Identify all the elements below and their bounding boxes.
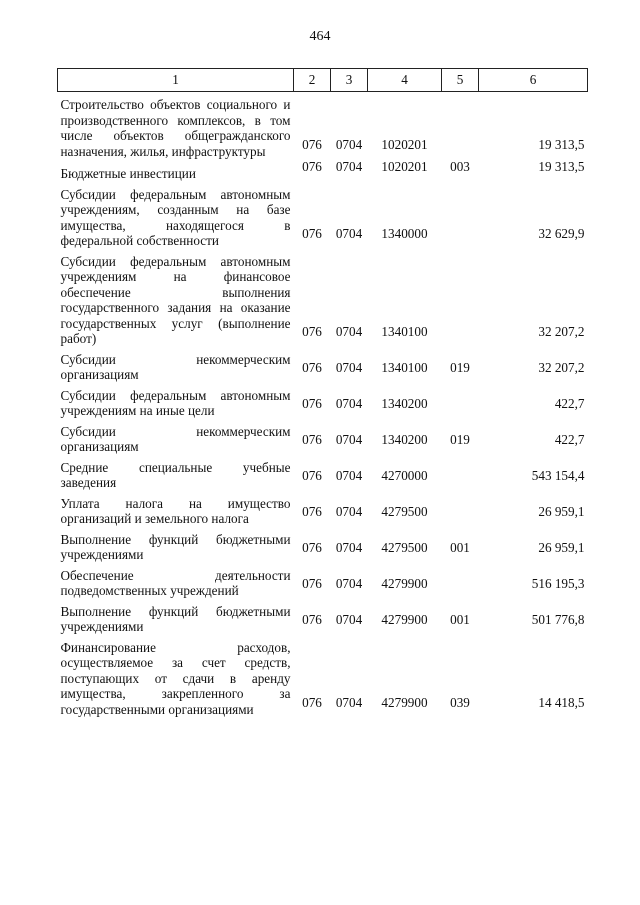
row-target-code: 4279900 <box>381 694 428 710</box>
row-expense-code <box>442 92 479 160</box>
row-amount: 516 195,3 <box>531 576 585 591</box>
table-row <box>58 635 588 718</box>
row-target-code: 4279500 <box>381 540 428 555</box>
row-amount: 501 776,8 <box>531 612 585 627</box>
header-col-4: 4 <box>368 69 442 92</box>
row-section-code: 0704 <box>335 226 363 241</box>
row-target-code: 1340000 <box>381 226 428 241</box>
table-row <box>58 92 588 160</box>
row-section-code: 0704 <box>335 504 363 519</box>
table-row <box>58 182 588 249</box>
header-col-2: 2 <box>294 69 331 92</box>
row-expense-code <box>442 491 479 527</box>
row-chapter-code: 076 <box>302 136 322 152</box>
row-name: Уплата налога на имущество организаций и земельного налога <box>60 495 291 526</box>
row-amount: 19 313,5 <box>538 159 585 174</box>
row-section-code: 0704 <box>335 324 363 339</box>
row-amount: 26 959,1 <box>538 504 585 519</box>
row-name: Выполнение функций бюджетными учреждениями <box>60 531 291 562</box>
row-target-code: 1340100 <box>381 324 428 339</box>
row-name: Субсидии федеральным автономным учреждениям, созданным на базе имущества, находящегося в федеральной собственности <box>60 186 291 248</box>
row-expense-code: 019 <box>450 360 470 375</box>
table-row <box>58 491 588 527</box>
table-row <box>58 527 588 563</box>
row-name: Бюджетные инвестиции <box>60 166 196 181</box>
header-col-3: 3 <box>331 69 368 92</box>
table-row <box>58 383 588 419</box>
row-name: Выполнение функций бюджетными учреждениями <box>60 603 291 634</box>
table-row <box>58 159 588 182</box>
row-name: Субсидии некоммерческим организациям <box>60 351 291 382</box>
row-target-code: 1020201 <box>381 159 428 174</box>
row-chapter-code: 076 <box>302 504 322 519</box>
budget-table <box>57 68 588 717</box>
row-section-code: 0704 <box>335 136 363 152</box>
row-expense-code: 001 <box>450 540 470 555</box>
row-chapter-code: 076 <box>302 396 322 411</box>
row-section-code: 0704 <box>335 159 363 174</box>
row-chapter-code: 076 <box>302 540 322 555</box>
row-section-code: 0704 <box>335 360 363 375</box>
row-expense-code <box>442 455 479 491</box>
row-name: Финансирование расходов, осуществляемое за счет средств, поступающих от сдачи в аренду имущества, закрепленного за государственными организациями <box>60 639 291 717</box>
row-target-code: 4279900 <box>381 576 428 591</box>
row-section-code: 0704 <box>335 468 363 483</box>
row-expense-code <box>442 383 479 419</box>
row-target-code: 1340200 <box>381 432 428 447</box>
row-section-code: 0704 <box>335 396 363 411</box>
page-number: 464 <box>309 29 331 44</box>
row-expense-code: 003 <box>450 159 470 174</box>
row-target-code: 1020201 <box>381 136 428 152</box>
row-target-code: 1340100 <box>381 360 428 375</box>
table-row <box>58 563 588 599</box>
table-row <box>58 419 588 455</box>
row-name: Строительство объектов социального и производственного комплексов, в том числе объектов общегражданского назначения, жилья, инфраструктуры <box>60 97 291 159</box>
row-chapter-code: 076 <box>302 468 322 483</box>
row-chapter-code: 076 <box>302 360 322 375</box>
header-col-1: 1 <box>58 69 294 92</box>
row-section-code: 0704 <box>335 612 363 627</box>
row-expense-code: 001 <box>450 612 470 627</box>
row-chapter-code: 076 <box>302 226 322 241</box>
row-chapter-code: 076 <box>302 612 322 627</box>
row-amount: 26 959,1 <box>538 540 585 555</box>
header-col-6: 6 <box>479 69 588 92</box>
row-chapter-code: 076 <box>302 576 322 591</box>
row-chapter-code: 076 <box>302 694 322 710</box>
row-expense-code: 039 <box>450 694 470 710</box>
row-section-code: 0704 <box>335 576 363 591</box>
row-name: Субсидии федеральным автономным учреждениям на иные цели <box>60 387 291 418</box>
row-amount: 14 418,5 <box>538 694 585 710</box>
row-amount: 32 207,2 <box>538 324 585 339</box>
table-row <box>58 455 588 491</box>
row-amount: 32 629,9 <box>538 226 585 241</box>
row-section-code: 0704 <box>335 432 363 447</box>
row-amount: 32 207,2 <box>538 360 585 375</box>
table-header-row <box>58 69 588 92</box>
row-amount: 543 154,4 <box>531 468 585 483</box>
row-name: Обеспечение деятельности подведомственных учреждений <box>60 567 291 598</box>
row-expense-code <box>442 182 479 249</box>
row-section-code: 0704 <box>335 540 363 555</box>
row-expense-code <box>442 249 479 347</box>
row-expense-code <box>442 563 479 599</box>
row-amount: 19 313,5 <box>538 136 585 152</box>
row-name: Средние специальные учебные заведения <box>60 459 291 490</box>
table-row <box>58 599 588 635</box>
row-section-code: 0704 <box>335 694 363 710</box>
table-row <box>58 347 588 383</box>
row-target-code: 4270000 <box>381 468 428 483</box>
row-chapter-code: 076 <box>302 159 322 174</box>
row-target-code: 4279900 <box>381 612 428 627</box>
row-target-code: 4279500 <box>381 504 428 519</box>
row-amount: 422,7 <box>554 432 585 447</box>
row-name: Субсидии федеральным автономным учреждениям на финансовое обеспечение выполнения государственного задания на оказание государственных услуг (выполнение работ) <box>60 253 291 346</box>
row-chapter-code: 076 <box>302 324 322 339</box>
table-row <box>58 249 588 347</box>
header-col-5: 5 <box>442 69 479 92</box>
row-chapter-code: 076 <box>302 432 322 447</box>
row-expense-code: 019 <box>450 432 470 447</box>
row-name: Субсидии некоммерческим организациям <box>60 423 291 454</box>
row-target-code: 1340200 <box>381 396 428 411</box>
row-amount: 422,7 <box>554 396 585 411</box>
